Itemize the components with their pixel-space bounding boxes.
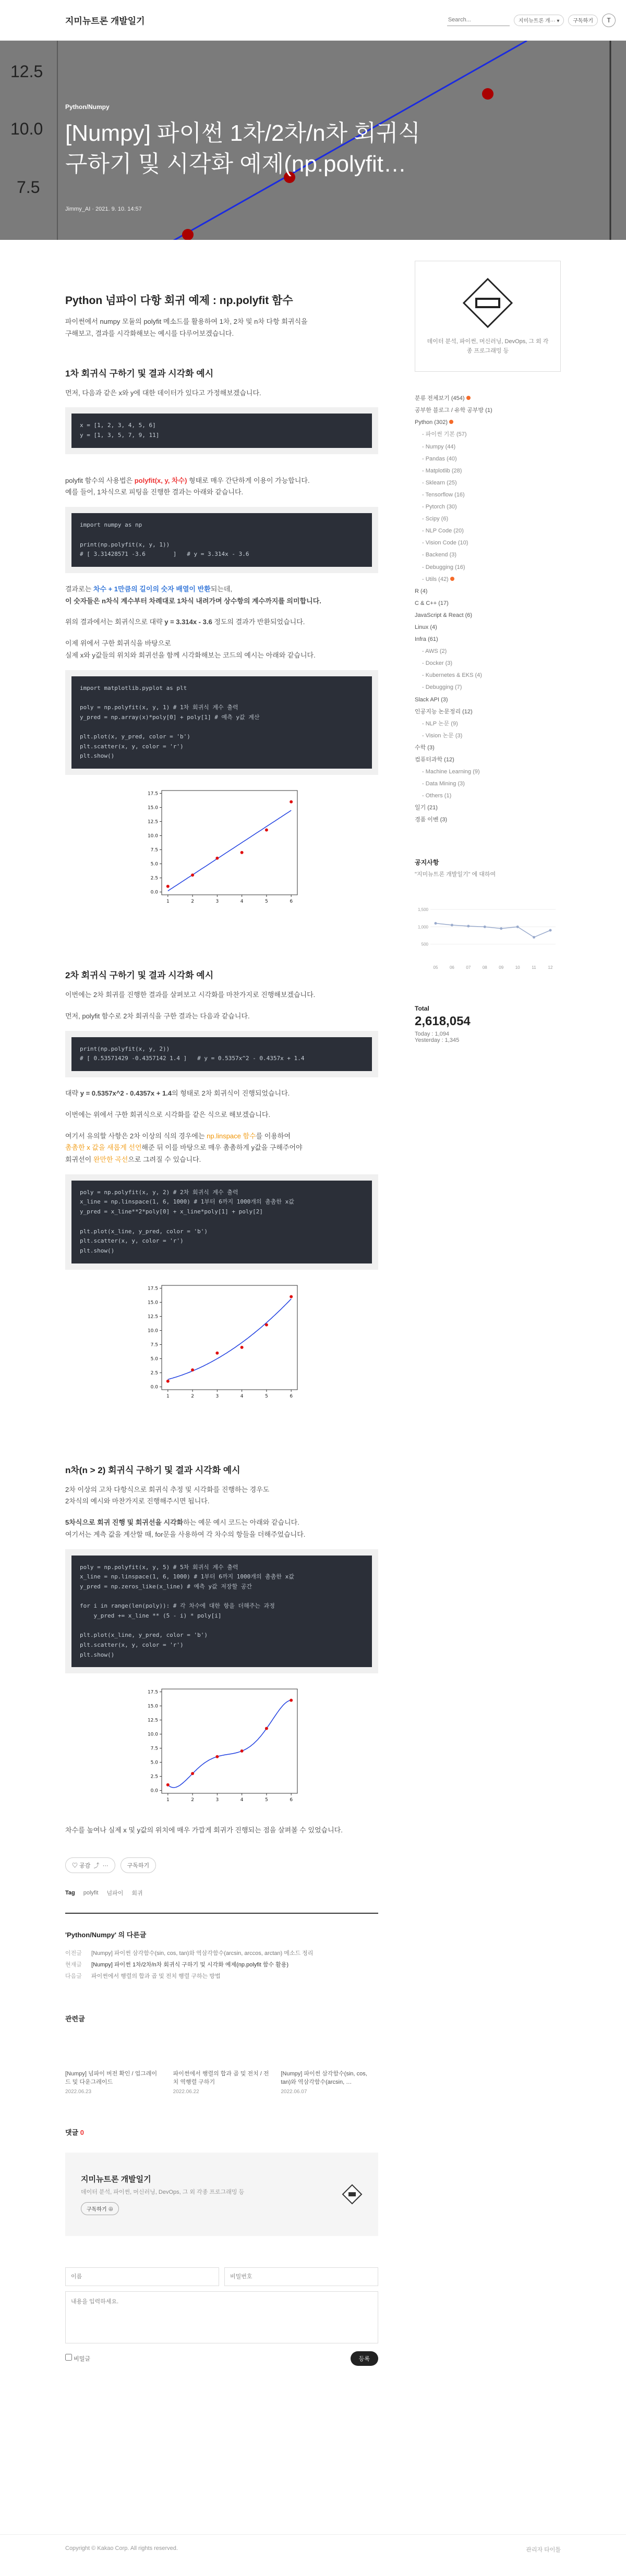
x-tick-label: 5 bbox=[265, 1393, 268, 1399]
hero-content bbox=[65, 103, 430, 212]
y-tick-label: 12.5 bbox=[147, 819, 158, 825]
category-item[interactable]: - Vision Code (10) bbox=[422, 540, 468, 546]
y-tick-label: 17.5 bbox=[147, 791, 158, 797]
today-count: Today : 1,094 bbox=[415, 1030, 450, 1037]
y-tick-label: 15.0 bbox=[147, 805, 158, 811]
x-tick-label: 5 bbox=[265, 1797, 268, 1803]
category-item[interactable]: 인공지능 논문정리 (12) bbox=[415, 708, 473, 715]
section-heading: n차(n > 2) 회귀식 구하기 및 결과 시각화 예시 bbox=[65, 1465, 240, 1475]
category-item[interactable]: 수학 (3) bbox=[415, 744, 435, 751]
x-tick-label: 4 bbox=[240, 899, 244, 905]
data-point bbox=[191, 873, 194, 877]
category-item[interactable]: - Backend (3) bbox=[422, 552, 457, 558]
related-card[interactable]: [Numpy] 넘파이 버전 확인 / 업그레이드 및 다운그레이드 2022.06.23 bbox=[65, 2071, 158, 2095]
notice-section bbox=[415, 858, 561, 878]
category-item[interactable]: Linux (4) bbox=[415, 624, 437, 630]
blog-logo-icon bbox=[342, 2184, 363, 2205]
comments-heading: 댓글 0 bbox=[65, 2128, 84, 2136]
paragraph: 먼저, polyfit 함수로 2차 회귀식을 구한 결과는 다음과 같습니다. bbox=[65, 1012, 250, 1020]
visitor-x-tick: 12 bbox=[548, 965, 553, 970]
paragraph: 이번에는 2차 회귀를 진행한 결과를 살펴보고 시각화를 마찬가지로 진행해보겠습니다. bbox=[65, 991, 316, 999]
visitor-y-tick: 1,000 bbox=[417, 924, 428, 929]
y-tick-label: 17.5 bbox=[147, 1690, 158, 1695]
paragraph: 차수를 높여나 실제 x 및 y값의 위치에 매우 가깝게 회귀가 진행되는 점을 살펴볼 수 있었습니다. bbox=[65, 1826, 343, 1834]
data-point bbox=[265, 1323, 268, 1326]
visitor-x-tick: 05 bbox=[433, 965, 438, 970]
tag-label: Tag bbox=[65, 1890, 75, 1897]
plot-frame bbox=[162, 1689, 297, 1793]
like-button[interactable]: ♡ 공감 ⤴ ··· bbox=[65, 1857, 115, 1873]
related-cards bbox=[65, 2070, 378, 2096]
category-item[interactable]: Infra (61) bbox=[415, 636, 438, 643]
category-item[interactable]: - Numpy (44) bbox=[422, 443, 456, 450]
post-meta: Jimmy_AI · 2021. 9. 10. 14:57 bbox=[65, 205, 142, 212]
category-item[interactable]: - 파이썬 기본 (57) bbox=[422, 431, 467, 438]
hero-tick: 7.5 bbox=[17, 178, 40, 197]
paragraph: 대략 y = 0.5357x^2 - 0.4357x + 1.4의 형태로 2차 회귀식이 진행되었습니다. bbox=[65, 1089, 290, 1097]
tag-link[interactable]: 회귀 bbox=[131, 1890, 143, 1897]
visitor-x-tick: 10 bbox=[515, 965, 520, 970]
x-tick-label: 2 bbox=[191, 899, 194, 905]
post-title: [Numpy] 파이썬 1차/2차/n차 회귀식 구하기 및 시각화 예제(np.polyfit… bbox=[65, 120, 420, 177]
chart-quadratic-fit bbox=[136, 1280, 308, 1405]
x-tick-label: 3 bbox=[215, 1797, 219, 1803]
category-item[interactable]: 일기 (21) bbox=[415, 805, 438, 811]
new-badge bbox=[450, 577, 454, 581]
hero-banner bbox=[0, 41, 626, 240]
section-heading: Python 넘파이 다항 회귀 예제 : np.polyfit 함수 bbox=[65, 295, 293, 307]
post-category[interactable]: Python/Numpy bbox=[65, 103, 110, 111]
y-tick-label: 0.0 bbox=[150, 1789, 158, 1794]
comment-form bbox=[65, 2267, 378, 2366]
post-body bbox=[65, 240, 378, 2366]
copyright: Copyright © Kakao Corp. All rights reserved. bbox=[65, 2545, 178, 2551]
data-point bbox=[290, 1699, 293, 1702]
x-tick-label: 6 bbox=[290, 1393, 293, 1399]
visitor-y-tick: 500 bbox=[421, 942, 428, 947]
blog-info-desc: 데이터 분석, 파이썬, 머신러닝, DevOps, 그 외 각종 프로그래밍 등 bbox=[81, 2189, 245, 2195]
category-item[interactable]: - Sklearn (25) bbox=[422, 479, 457, 486]
data-point bbox=[166, 1379, 170, 1382]
y-tick-label: 10.0 bbox=[147, 1328, 158, 1334]
admin-link[interactable]: 관리자 타이틀 bbox=[526, 2547, 561, 2553]
y-tick-label: 15.0 bbox=[147, 1704, 158, 1709]
related-section-label: 관련글 bbox=[65, 2015, 85, 2023]
y-tick-label: 7.5 bbox=[150, 847, 158, 853]
profile-desc: 데이터 분석, 파이썬, 머신러닝, DevOps, 그 외 각종 프로그래밍 등 bbox=[427, 338, 549, 354]
data-point bbox=[265, 1727, 268, 1730]
tistory-icon[interactable]: T bbox=[602, 14, 616, 27]
y-tick-label: 0.0 bbox=[150, 1384, 158, 1390]
data-point bbox=[265, 829, 268, 832]
tag-link[interactable]: 넘파이 bbox=[106, 1890, 124, 1897]
secret-checkbox[interactable]: 비밀글 bbox=[65, 2354, 90, 2363]
paragraph: 먼저, 다음과 같은 x와 y에 대한 데이터가 있다고 가정해보겠습니다. bbox=[65, 388, 261, 397]
y-tick-label: 2.5 bbox=[150, 876, 158, 881]
paragraph: 이번에는 위에서 구한 회귀식으로 시각화를 같은 식으로 해보겠습니다. bbox=[65, 1110, 271, 1119]
y-tick-label: 5.0 bbox=[150, 1356, 158, 1362]
data-point bbox=[166, 885, 170, 888]
data-point bbox=[215, 1755, 219, 1758]
y-tick-label: 5.0 bbox=[150, 861, 158, 867]
current-post-link[interactable]: 현재글 [Numpy] 파이썬 1차/2차/n차 회귀식 구하기 및 시각화 예제(np.polyfit 함수 활용) bbox=[65, 1962, 289, 1969]
category-item[interactable]: - NLP 논문 (9) bbox=[422, 720, 458, 727]
total-label: Total bbox=[415, 1004, 429, 1012]
profile-card bbox=[415, 261, 561, 372]
visitor-line bbox=[436, 923, 550, 937]
plot-frame bbox=[162, 791, 297, 895]
category-item[interactable]: - Scipy (6) bbox=[422, 516, 449, 523]
paragraph: 5차식으로 회귀 진행 및 회귀선을 시각화하는 예문 예시 코드는 아래와 같습니다. 여기서는 계측 값을 계산할 때, for문을 사용하여 각 차수의 항들을 더해주었습니다. bbox=[65, 1518, 306, 1538]
visitor-x-tick: 06 bbox=[449, 965, 454, 970]
category-item[interactable]: - Kubernetes & EKS (4) bbox=[422, 672, 482, 679]
data-point bbox=[240, 851, 244, 854]
visitor-x-tick: 11 bbox=[532, 965, 536, 970]
data-point bbox=[191, 1772, 194, 1776]
subscribe-button[interactable]: 구독하기 bbox=[568, 15, 598, 26]
x-tick-label: 4 bbox=[240, 1393, 244, 1399]
code-block: poly = np.polyfit(x, y, 2) # 2차 회귀식 계수 출력 x_line = np.linspace(1, 6, 1000) # 1부터 6까지 1000개의 촘촘한 x값 y_pred = x_line**2*poly[0] + x_line*poly[1] + poly[2] plt.plot(x_line, y_pred, color = 'b') plt.scatter(x, y, color = 'r') plt.show() bbox=[65, 1174, 378, 1270]
x-tick-label: 3 bbox=[215, 899, 219, 905]
x-tick-label: 1 bbox=[166, 899, 170, 905]
total-count: 2,618,054 bbox=[415, 1014, 471, 1028]
paragraph: 파이썬에서 numpy 모듈의 polyfit 메소드를 활용하여 1차, 2차 및 n차 다항 회귀식을 구해보고, 결과를 시각화해보는 예시를 다루어보겠습니다. bbox=[65, 318, 308, 337]
top-bar bbox=[0, 0, 626, 41]
category-item[interactable]: - Debugging (7) bbox=[422, 684, 462, 691]
plot-frame bbox=[162, 1285, 297, 1390]
blog-info-card bbox=[65, 2153, 378, 2236]
y-tick-label: 7.5 bbox=[150, 1342, 158, 1348]
category-item[interactable]: - Debugging (16) bbox=[422, 564, 465, 570]
submit-button[interactable]: 등록 bbox=[351, 2351, 378, 2366]
blog-info-name[interactable]: 지미뉴트론 개발일기 bbox=[81, 2174, 151, 2184]
category-item[interactable]: - Machine Learning (9) bbox=[422, 769, 480, 775]
visitor-y-tick: 1,500 bbox=[417, 907, 428, 912]
sidebar bbox=[415, 240, 561, 2366]
visitor-x-tick: 09 bbox=[499, 965, 504, 970]
paragraph: 여기서 유의할 사항은 2차 이상의 식의 경우에는 np.linspace 함수를 이용하여 촘촘한 x 값을 새롭게 선언해준 뒤 이를 바탕으로 매우 촘촘하게 y값을 구해주어야 회귀선이 완만한 곡선으로 그려질 수 있습니다. bbox=[65, 1132, 303, 1163]
paragraph: 이제 위에서 구한 회귀식을 바탕으로 실제 x와 y값들의 위치와 회귀선을 함께 시각화해보는 코드의 예시는 아래와 같습니다. bbox=[65, 639, 316, 659]
category-item[interactable]: - Pandas (40) bbox=[422, 455, 457, 462]
paragraph: 위의 결과에서는 회귀식으로 대략 y = 3.314x - 3.6 정도의 결과가 반환되었습니다. bbox=[65, 618, 305, 626]
yesterday-count: Yesterday : 1,345 bbox=[415, 1037, 460, 1043]
visitor-x-tick: 07 bbox=[466, 965, 471, 970]
x-tick-label: 6 bbox=[290, 899, 293, 905]
related-posts bbox=[65, 1913, 378, 2096]
category-item[interactable]: 컴퓨터과학 (12) bbox=[415, 757, 454, 763]
paragraph: 결과로는 차수 + 1만큼의 길이의 숫자 배열이 반환되는데, 이 숫자들은 n차식 계수부터 차례대로 1차식 내려가며 상수항의 계수까지를 의미합니다. bbox=[65, 585, 321, 605]
x-tick-label: 5 bbox=[265, 899, 268, 905]
tag-link[interactable]: polyfit bbox=[83, 1890, 99, 1897]
section-heading: 2차 회귀식 구하기 및 결과 시각화 예시 bbox=[65, 970, 214, 981]
data-point bbox=[290, 800, 293, 804]
code-block: poly = np.polyfit(x, y, 5) # 5차 회귀식 계수 출력 x_line = np.linspace(1, 6, 1000) # 1부터 6까지 1000개의 촘촘한 x값 y_pred = np.zeros_like(x_line) # 예측 y값 저장할 공간 for i in range(len(poly)): # 각 차수에 대한 항을 더해주는 과정 y_pred += x_line ** (5 - i) * poly[i] plt.plot(x_line, y_pred, color = 'b') plt.scatter(x, y, color = 'r') plt.show() bbox=[65, 1549, 378, 1674]
hero-tick: 10.0 bbox=[10, 119, 43, 138]
category-item[interactable]: - Docker (3) bbox=[422, 660, 453, 667]
visitor-x-tick: 08 bbox=[482, 965, 487, 970]
category-item[interactable]: - Matplotlib (28) bbox=[422, 467, 462, 474]
category-item[interactable]: 경품 이벤 (3) bbox=[415, 817, 448, 823]
y-tick-label: 7.5 bbox=[150, 1746, 158, 1752]
category-item[interactable]: Slack API (3) bbox=[415, 696, 448, 703]
category-item[interactable]: - Pytorch (30) bbox=[422, 504, 457, 511]
notice-heading: 공지사항 bbox=[415, 858, 439, 866]
code-block: x = [1, 2, 3, 4, 5, 6] y = [1, 3, 5, 7, 9, 11] bbox=[65, 407, 378, 454]
data-point bbox=[290, 1295, 293, 1298]
reaction-bar bbox=[65, 1857, 378, 1873]
related-card[interactable]: 파이썬에서 행렬의 합과 곱 및 전치 / 전치 역행렬 구하기 2022.06.22 bbox=[173, 2071, 269, 2095]
y-tick-label: 12.5 bbox=[147, 1314, 158, 1320]
x-tick-label: 4 bbox=[240, 1797, 244, 1803]
related-title: 'Python/Numpy' 의 다른글 bbox=[65, 1931, 147, 1939]
comment-textarea[interactable] bbox=[65, 2291, 378, 2343]
y-tick-label: 10.0 bbox=[147, 833, 158, 839]
category-item[interactable]: - Tensorflow (16) bbox=[422, 491, 465, 498]
category-list bbox=[415, 393, 561, 826]
category-item[interactable]: - Utils (42) bbox=[415, 574, 561, 586]
category-item[interactable]: 분류 전체보기 (454) bbox=[415, 393, 561, 405]
category-item[interactable]: 공부한 블로그 / 유학 공부방 (1) bbox=[415, 407, 492, 414]
y-tick-label: 5.0 bbox=[150, 1760, 158, 1766]
related-card[interactable]: [Numpy] 파이썬 삼각함수(sin, cos, tan)와 역삼각함수(arcsin, … 2022.06.07 bbox=[281, 2071, 367, 2095]
data-point bbox=[240, 1345, 244, 1348]
x-tick-label: 1 bbox=[166, 1393, 170, 1399]
category-item[interactable]: JavaScript & React (6) bbox=[415, 612, 473, 618]
category-item[interactable]: - AWS (2) bbox=[422, 648, 447, 655]
category-item[interactable]: - Vision 논문 (3) bbox=[422, 732, 463, 739]
subscribe-post-button[interactable]: 구독하기 bbox=[121, 1857, 156, 1873]
search-input[interactable] bbox=[447, 15, 510, 26]
data-point bbox=[215, 857, 219, 860]
blog-title[interactable]: 지미뉴트론 개발일기 bbox=[65, 16, 145, 26]
section-heading: 1차 회귀식 구하기 및 결과 시각화 예시 bbox=[65, 368, 214, 379]
code-block: import numpy as np print(np.polyfit(x, y, 1)) # [ 3.31428571 -3.6 ] # y = 3.314x - 3.6 bbox=[65, 507, 378, 573]
y-tick-label: 10.0 bbox=[147, 1732, 158, 1737]
category-item[interactable]: - NLP Code (20) bbox=[422, 528, 464, 534]
y-tick-label: 15.0 bbox=[147, 1299, 158, 1305]
next-post-link[interactable]: 다음글 파이썬에서 행렬의 합과 곱 및 전치 행렬 구하는 방법 bbox=[65, 1973, 221, 1980]
blog-logo-icon bbox=[462, 277, 514, 329]
top-actions bbox=[447, 14, 616, 27]
notice-link[interactable]: "지미뉴트론 개발일기" 에 대하여 bbox=[415, 871, 496, 878]
new-badge bbox=[466, 396, 471, 400]
y-tick-label: 2.5 bbox=[150, 1775, 158, 1780]
category-item[interactable]: Python (302) bbox=[415, 417, 561, 429]
prev-post-link[interactable]: 이전글 [Numpy] 파이썬 삼각함수(sin, cos, tan)와 역삼각함수(arcsin, arccos, arctan) 메소드 정리 bbox=[65, 1950, 314, 1957]
x-tick-label: 2 bbox=[191, 1393, 194, 1399]
content-layout bbox=[0, 240, 626, 2366]
x-tick-label: 3 bbox=[215, 1393, 219, 1399]
visitor-chart bbox=[415, 904, 561, 982]
chart-quintic-fit bbox=[136, 1684, 308, 1809]
tag-row bbox=[65, 1889, 378, 1897]
data-point bbox=[240, 1749, 244, 1753]
blog-switcher-button[interactable]: 지미뉴트론 개··· ▾ bbox=[514, 15, 564, 26]
hero-tick: 12.5 bbox=[10, 62, 43, 81]
data-point bbox=[166, 1783, 170, 1787]
data-point bbox=[215, 1351, 219, 1354]
avatar[interactable] bbox=[462, 277, 514, 329]
password-field[interactable] bbox=[224, 2267, 378, 2286]
paragraph: 2차 이상의 고차 다항식으로 회귀식 추정 및 시각화를 진행하는 경우도 2차식의 예시와 마찬가지로 진행해주시면 됩니다. bbox=[65, 1485, 270, 1505]
x-tick-label: 2 bbox=[191, 1797, 194, 1803]
x-tick-label: 6 bbox=[290, 1797, 293, 1803]
blog-subscribe-button[interactable]: 구독하기 ⊕ bbox=[81, 2202, 119, 2215]
footer bbox=[0, 2534, 626, 2564]
y-tick-label: 12.5 bbox=[147, 1718, 158, 1723]
category-item[interactable]: R (4) bbox=[415, 588, 428, 594]
paragraph: polyfit 함수의 사용법은 polyfit(x, y, 차수) 형태로 매우 간단하게 이용이 가능합니다. 예를 들어, 1차식으로 피팅을 진행한 결과는 아래와 같습니다. bbox=[65, 476, 310, 496]
category-item[interactable]: C & C++ (17) bbox=[415, 600, 449, 606]
code-block: print(np.polyfit(x, y, 2)) # [ 0.53571429 -0.4357142 1.4 ] # y = 0.5357x^2 - 0.4357x + 1.4 bbox=[65, 1031, 378, 1077]
category-item[interactable]: - Data Mining (3) bbox=[422, 781, 465, 787]
code-block: import matplotlib.pyplot as plt poly = np.polyfit(x, y, 1) # 1차 회귀식 계수 출력 y_pred = np.array(x)*poly[0] + poly[1] # 예측 y값 계산 plt.plot(x, y_pred, color = 'b') plt.scatter(x, y, color = 'r') plt.show() bbox=[65, 670, 378, 775]
data-point bbox=[191, 1368, 194, 1371]
chart-linear-fit bbox=[136, 785, 308, 910]
category-item[interactable]: - Others (1) bbox=[422, 793, 452, 799]
new-badge bbox=[449, 420, 453, 424]
y-tick-label: 0.0 bbox=[150, 890, 158, 895]
y-tick-label: 2.5 bbox=[150, 1370, 158, 1376]
name-field[interactable] bbox=[65, 2267, 219, 2286]
y-tick-label: 17.5 bbox=[147, 1285, 158, 1291]
x-tick-label: 1 bbox=[166, 1797, 170, 1803]
